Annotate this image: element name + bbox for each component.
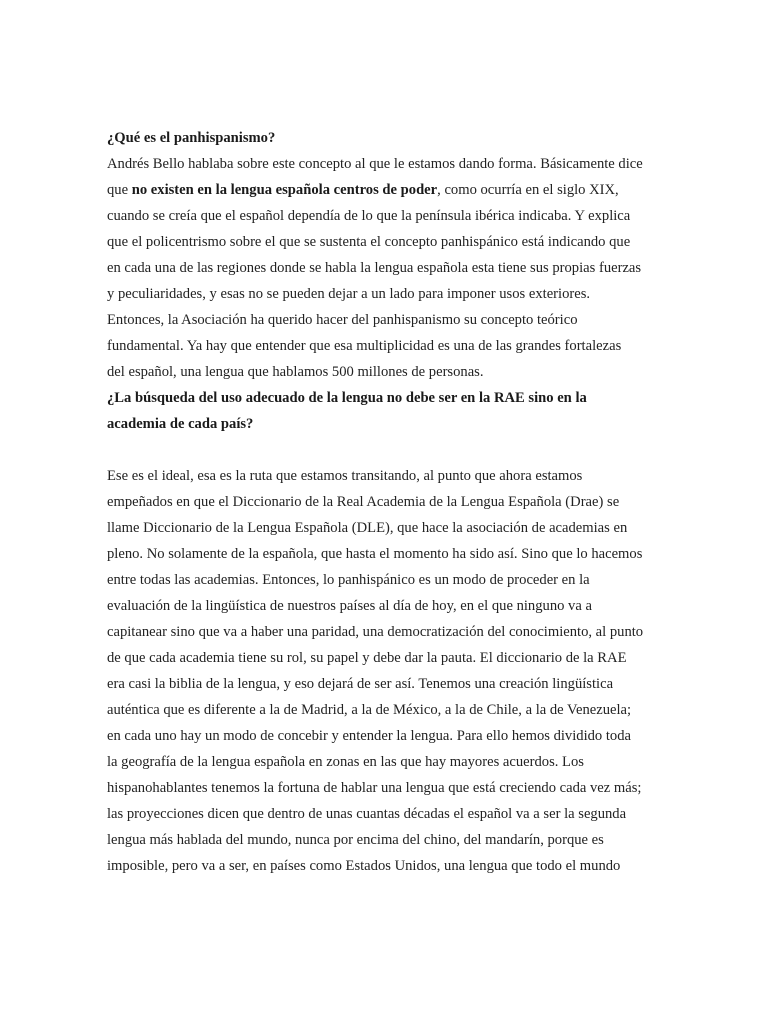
bold-phrase: no existen en la lengua española centros de poder	[131, 182, 438, 198]
paragraph-ideal	[107, 463, 667, 879]
paragraph-line: Andrés Bello hablaba sobre este concepto al que le estamos dando forma. Básicamente dice	[107, 156, 643, 172]
paragraph-line: cuando se creía que el español dependía de lo que la península ibérica indicaba. Y explica	[107, 208, 631, 224]
paragraph-line: llame Diccionario de la Lengua Española (DLE), que hace la asociación de academias en	[107, 520, 628, 536]
paragraph-spacer	[107, 437, 667, 463]
paragraph-line: las proyecciones dicen que dentro de unas cuantas décadas el español va a ser la segunda	[107, 806, 627, 822]
paragraph-line: pleno. No solamente de la española, que hasta el momento ha sido así. Sino que lo hacemos	[107, 546, 643, 562]
paragraph-line: entre todas las academias. Entonces, lo panhispánico es un modo de proceder en la	[107, 572, 590, 588]
paragraph-line: Ese es el ideal, esa es la ruta que estamos transitando, al punto que ahora estamos	[107, 468, 583, 484]
paragraph-line: y peculiaridades, y esas no se pueden dejar a un lado para imponer usos exteriores.	[107, 286, 591, 302]
paragraph-line: la geografía de la lengua española en zonas en las que hay mayores acuerdos. Los	[107, 754, 584, 770]
paragraph-line: en cada una de las regiones donde se habla la lengua española esta tiene sus propias fuerzas	[107, 260, 642, 276]
paragraph-line: Entonces, la Asociación ha querido hacer del panhispanismo su concepto teórico	[107, 312, 578, 328]
paragraph-line: capitanear sino que va a haber una paridad, una democratización del conocimiento, al punto	[107, 624, 644, 640]
paragraph-line: del español, una lengua que hablamos 500 millones de personas.	[107, 364, 484, 380]
paragraph-line: empeñados en que el Diccionario de la Real Academia de la Lengua Española (Drae) se	[107, 494, 620, 510]
paragraph-line: de que cada academia tiene su rol, su papel y debe dar la pauta. El diccionario de la RAE	[107, 650, 627, 666]
paragraph-line: hispanohablantes tenemos la fortuna de hablar una lengua que está creciendo cada vez más;	[107, 780, 642, 796]
paragraph-panhispanismo	[107, 151, 667, 385]
paragraph-line: en cada uno hay un modo de concebir y entender la lengua. Para ello hemos dividido toda	[107, 728, 631, 744]
paragraph-line: era casi la biblia de la lengua, y eso dejará de ser así. Tenemos una creación lingüística	[107, 676, 614, 692]
text-run: , como ocurría en el siglo XIX,	[437, 182, 619, 198]
heading-line: academia de cada país?	[107, 416, 254, 432]
section-heading-busqueda	[107, 385, 667, 437]
paragraph-line: imposible, pero va a ser, en países como Estados Unidos, una lengua que todo el mundo	[107, 858, 621, 874]
heading-line: ¿La búsqueda del uso adecuado de la lengua no debe ser en la RAE sino en la	[107, 390, 587, 406]
paragraph-line: lengua más hablada del mundo, nunca por encima del chino, del mandarín, porque es	[107, 832, 604, 848]
document-page	[107, 125, 667, 879]
paragraph-line: auténtica que es diferente a la de Madrid, a la de México, a la de Chile, a la de Venezuela;	[107, 702, 632, 718]
section-heading-panhispanismo: ¿Qué es el panhispanismo?	[107, 130, 276, 146]
paragraph-line: fundamental. Ya hay que entender que esa multiplicidad es una de las grandes fortalezas	[107, 338, 622, 354]
paragraph-line: que el policentrismo sobre el que se sustenta el concepto panhispánico está indicando que	[107, 234, 631, 250]
text-run: que	[107, 182, 132, 198]
paragraph-line	[107, 177, 667, 203]
paragraph-line: evaluación de la lingüística de nuestros países al día de hoy, en el que ninguno va a	[107, 598, 592, 614]
